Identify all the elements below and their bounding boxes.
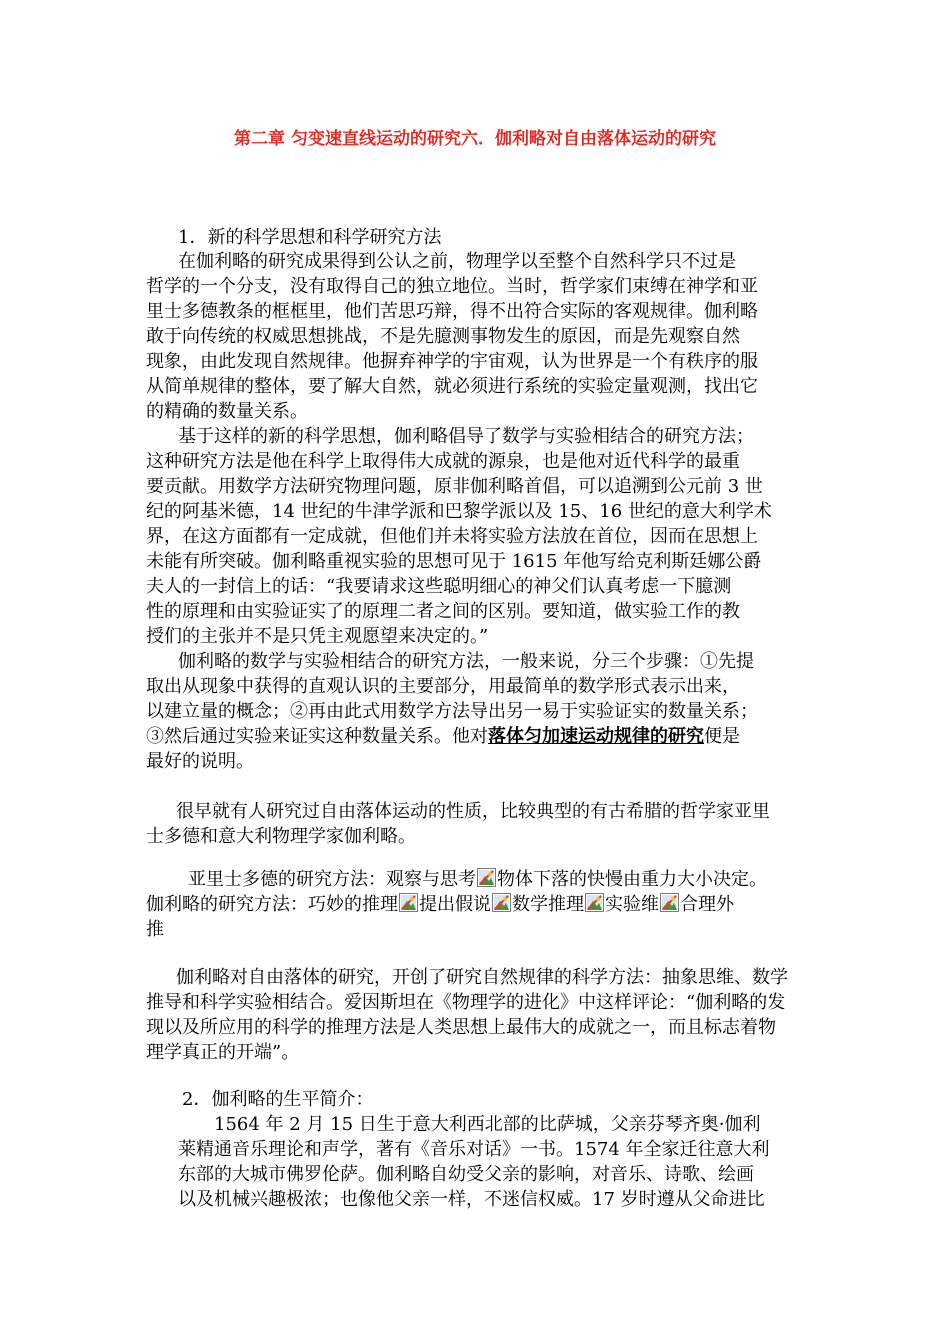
- text-span: 伽利略的研究方法：巧妙的推理: [146, 894, 398, 915]
- paragraph-line: 基于这样的新的科学思想，伽利略倡导了数学与实验相结合的研究方法；: [178, 426, 754, 447]
- text-span: 实验维: [605, 894, 659, 915]
- text-span: 便是: [704, 726, 740, 747]
- paragraph-line: 纪的阿基米德，14 世纪的牛津学派和巴黎学派以及 15、16 世纪的意大利学术: [146, 501, 772, 522]
- paragraph-line: 敢于向传统的权威思想挑战，不是先臆测事物发生的原因，而是先观察自然: [146, 326, 740, 347]
- text-span: ③然后通过实验来证实这种数量关系。他对: [146, 726, 488, 747]
- paragraph-line: 授们的主张并不是只凭主观愿望来决定的。”: [146, 626, 489, 647]
- paragraph-line: 这种研究方法是他在科学上取得伟大成就的源泉，也是他对近代科学的最重: [146, 451, 740, 472]
- broken-image-icon: [492, 893, 511, 912]
- broken-image-icon: [399, 893, 418, 912]
- section-heading: 1．新的科学思想和科学研究方法: [178, 227, 442, 248]
- paragraph-line: 界，在这方面都有一定成就，但他们并未将实验方法放在首位，因而在思想上: [146, 526, 758, 547]
- paragraph-line: 推导和科学实验相结合。爱因斯坦在《物理学的进化》中这样评论：“伽利略的发: [146, 992, 786, 1013]
- paragraph-line: 最好的说明。: [146, 751, 254, 772]
- paragraph-line: 伽利略的数学与实验相结合的研究方法，一般来说，分三个步骤：①先提: [178, 651, 754, 672]
- paragraph-line: 伽利略对自由落体的研究，开创了研究自然规律的科学方法：抽象思维、数学: [176, 967, 788, 988]
- paragraph-line: 理学真正的开端”。: [146, 1042, 300, 1063]
- paragraph-line: 以及机械兴趣极浓；也像他父亲一样，不迷信权威。17 岁时遵从父命进比: [178, 1189, 765, 1210]
- paragraph-line: 的精确的数量关系。: [146, 401, 308, 422]
- section-heading: 2．伽利略的生平简介：: [182, 1089, 374, 1110]
- aristotle-method-line: [188, 868, 767, 892]
- page-title: 第二章 匀变速直线运动的研究六．伽利略对自由落体运动的研究: [234, 129, 716, 149]
- paragraph-line: 取出从现象中获得的直观认识的主要部分，用最简单的数学形式表示出来，: [146, 676, 740, 697]
- paragraph-line: 士多德和意大利物理学家伽利略。: [146, 826, 416, 847]
- paragraph-line: 以建立量的概念；②再由此式用数学方法导出另一易于实验证实的数量关系；: [146, 701, 758, 722]
- paragraph-line: 莱精通音乐理论和声学，著有《音乐对话》一书。1574 年全家迁往意大利: [178, 1139, 770, 1160]
- paragraph-line: 东部的大城市佛罗伦萨。伽利略自幼受父亲的影响，对音乐、诗歌、绘画: [178, 1164, 754, 1185]
- paragraph-line: 哲学的一个分支，没有取得自己的独立地位。当时，哲学家们束缚在神学和亚: [146, 276, 758, 297]
- paragraph-line: 现以及所应用的科学的推理方法是人类思想上最伟大的成就之一，而且标志着物: [146, 1017, 776, 1038]
- broken-image-icon: [585, 893, 604, 912]
- paragraph-line: 推: [146, 919, 164, 940]
- paragraph-line: 很早就有人研究过自由落体运动的性质，比较典型的有古希腊的哲学家亚里: [176, 801, 770, 822]
- paragraph-line: 现象，由此发现自然规律。他摒弃神学的宇宙观，认为世界是一个有秩序的服: [146, 351, 758, 372]
- paragraph-line: 里士多德教条的框框里，他们苦思巧辩，得不出符合实际的客观规律。伽利略: [146, 301, 758, 322]
- paragraph-line: 性的原理和由实验证实了的原理二者之间的区别。要知道，做实验工作的教: [146, 601, 740, 622]
- paragraph-line: 要贡献。用数学方法研究物理问题，原非伽利略首倡，可以追溯到公元前 3 世: [146, 476, 763, 497]
- paragraph-line: 1564 年 2 月 15 日生于意大利西北部的比萨城，父亲芬琴齐奥·伽利: [214, 1114, 761, 1135]
- text-span: 亚里士多德的研究方法：观察与思考: [188, 869, 476, 890]
- galileo-method-line: [146, 893, 734, 917]
- text-span: 提出假说: [419, 894, 491, 915]
- falling-body-research-link[interactable]: 落体匀加速运动规律的研究: [488, 726, 704, 747]
- paragraph-line: 未能有所突破。伽利略重视实验的思想可见于 1615 年他写给克利斯廷娜公爵: [146, 551, 762, 572]
- text-span: 合理外: [680, 894, 734, 915]
- broken-image-icon: [477, 868, 496, 887]
- paragraph-line: 在伽利略的研究成果得到公认之前，物理学以至整个自然科学只不过是: [178, 251, 736, 272]
- paragraph-line: [146, 725, 740, 749]
- broken-image-icon: [660, 893, 679, 912]
- paragraph-line: 从简单规律的整体，要了解大自然，就必须进行系统的实验定量观测，找出它: [146, 376, 758, 397]
- text-span: 数学推理: [512, 894, 584, 915]
- text-span: 物体下落的快慢由重力大小决定。: [497, 869, 767, 890]
- paragraph-line: 夫人的一封信上的话：“我要请求这些聪明细心的神父们认真考虑一下臆测: [146, 576, 732, 597]
